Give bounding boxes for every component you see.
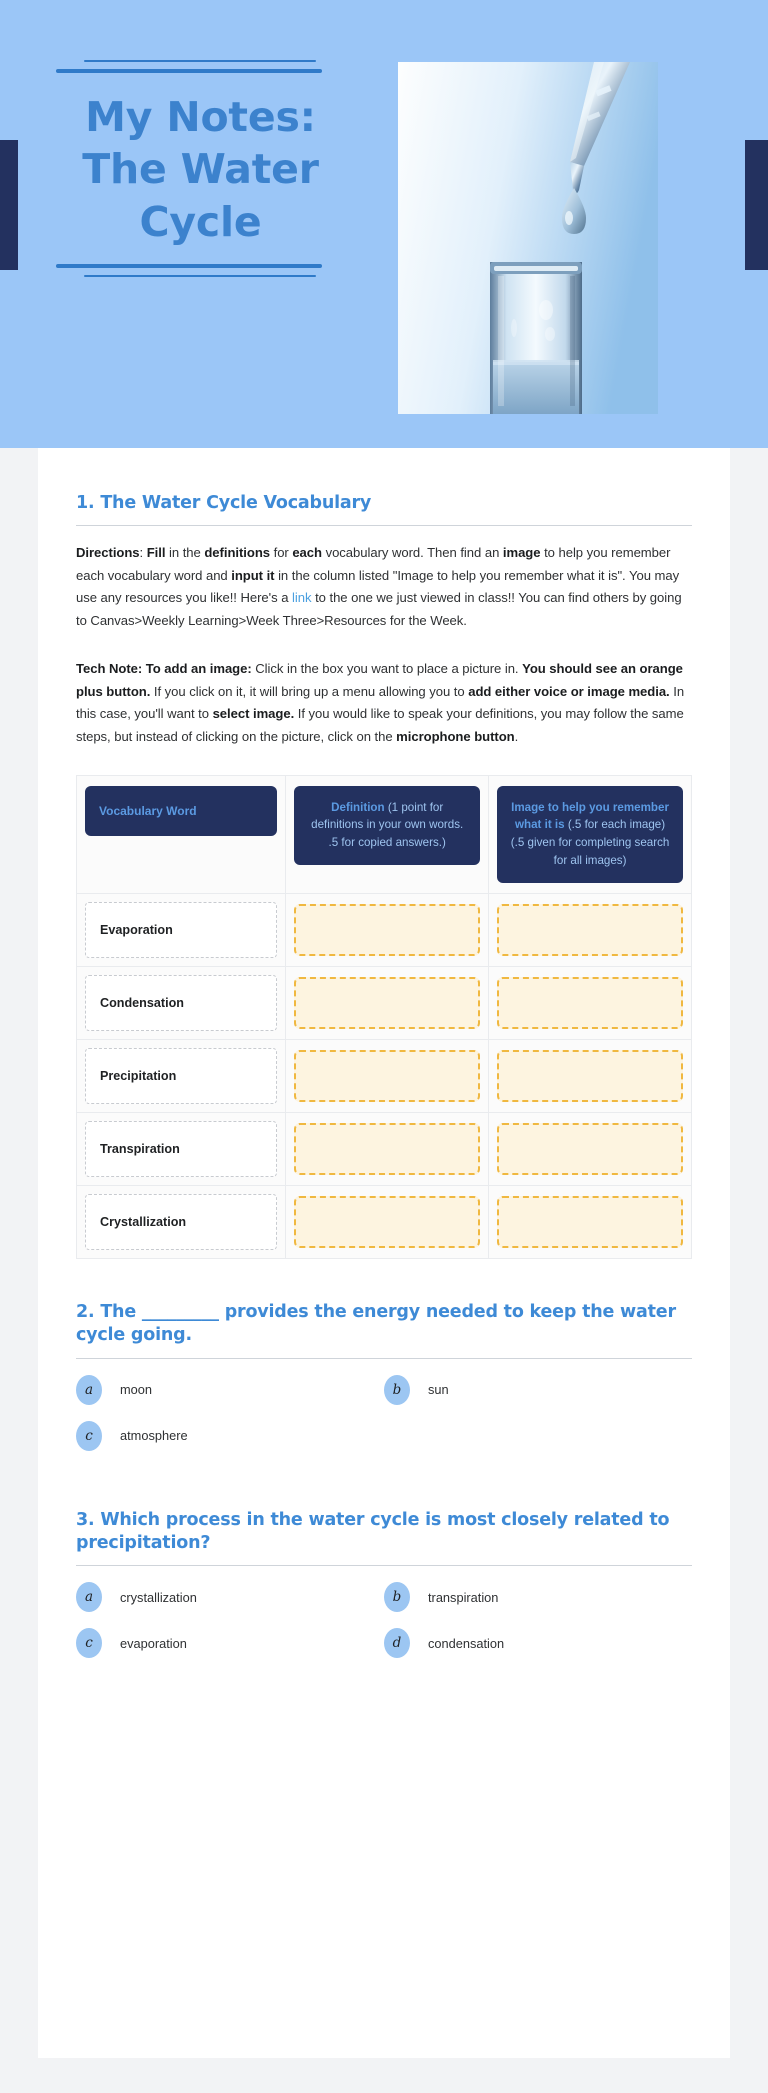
- table-row: [77, 967, 692, 1040]
- vocabulary-table-body: [77, 775, 692, 894]
- decorative-rule-thick-bottom: [56, 264, 322, 268]
- tech-note-paragraph: Tech Note: To add an image: Click in the box you want to place a picture in. You should see an orange plus button. If you click on it, it will bring up a menu allowing you to add either voice or image media. In this case, you'll want to select image. If you would like to speak your definitions, you may follow the same steps, but instead of clicking on the picture, click on the microphone button.: [76, 661, 685, 744]
- choice-label-a: crystallization: [120, 1589, 197, 1605]
- decorative-rule-thick-top: [56, 69, 322, 73]
- definition-answer-cell[interactable]: [286, 1113, 489, 1186]
- definition-input-box[interactable]: [294, 977, 480, 1029]
- table-header-cell-word: [77, 775, 286, 894]
- navy-accent-block-right: [745, 140, 768, 270]
- image-input-box[interactable]: [497, 904, 683, 956]
- image-answer-cell[interactable]: [489, 1113, 692, 1186]
- definition-input-box[interactable]: [294, 904, 480, 956]
- page-title-line-1: My Notes:: [85, 93, 316, 141]
- vocabulary-word-label: Precipitation: [85, 1048, 277, 1104]
- decorative-rule-thin-top: [84, 60, 316, 62]
- image-answer-cell[interactable]: [489, 1186, 692, 1259]
- inline-link[interactable]: link: [292, 590, 312, 606]
- paragraph-spacer: [76, 632, 692, 658]
- image-answer-cell[interactable]: [489, 967, 692, 1040]
- hero-image-water-drop: [398, 62, 658, 414]
- table-row: [77, 894, 692, 967]
- table-header-row: [77, 775, 692, 894]
- glass-shape: [490, 262, 582, 414]
- definition-input-box[interactable]: [294, 1196, 480, 1248]
- table-row: [77, 1186, 692, 1259]
- question2-heading: 2. The _________ provides the energy needed to keep the water cycle going.: [76, 1302, 676, 1346]
- image-answer-cell[interactable]: [489, 894, 692, 967]
- question2-choices: [76, 1375, 692, 1467]
- directions-paragraph: Directions: Fill in the definitions for each vocabulary word. Then find an image to help you remember each vocabulary word and input it in the column listed "Image to help you remember what it is". You may use any resources you like!! Here's a link to the one we just viewed in class!! You can find others by going to Canvas>Weekly Learning>Week Three>Resources for the Week.: [76, 545, 682, 628]
- title-zone: [28, 60, 373, 277]
- choice-option-c[interactable]: [76, 1421, 384, 1451]
- navy-accent-block-left: [0, 140, 18, 270]
- header-chip-image: Image to help you remember what it is (.5 for each image) (.5 given for completing search for all images): [497, 786, 683, 884]
- section-question-3: [76, 1509, 692, 1675]
- choice-option-b[interactable]: [384, 1375, 692, 1405]
- vocabulary-word-cell: [77, 1186, 286, 1259]
- header-chip-definition: Definition (1 point for definitions in your own words. .5 for copied answers.): [294, 786, 480, 866]
- vocabulary-word-label: Crystallization: [85, 1194, 277, 1250]
- vocabulary-word-cell: [77, 1040, 286, 1113]
- choice-bubble-d[interactable]: d: [384, 1628, 410, 1658]
- choice-option-a[interactable]: [76, 1582, 384, 1612]
- image-answer-cell[interactable]: [489, 1040, 692, 1113]
- section-vocabulary: [76, 492, 692, 1259]
- vocabulary-table: [76, 775, 692, 1260]
- page-title: [28, 91, 373, 248]
- choice-option-a[interactable]: [76, 1375, 384, 1405]
- title-rules-bottom: [28, 264, 373, 277]
- choice-label-d: condensation: [428, 1635, 505, 1651]
- question2-divider: [76, 1358, 692, 1359]
- vocabulary-word-cell: [77, 1113, 286, 1186]
- title-rules-top: [28, 60, 373, 73]
- choice-bubble-b[interactable]: b: [384, 1375, 410, 1405]
- table-header-cell-image: [489, 775, 692, 894]
- decorative-rule-thin-bottom: [84, 275, 316, 277]
- table-row: [77, 1040, 692, 1113]
- choice-bubble-a[interactable]: a: [76, 1375, 102, 1405]
- section1-divider: [76, 525, 692, 526]
- choice-bubble-a[interactable]: a: [76, 1582, 102, 1612]
- vocabulary-word-label: Evaporation: [85, 902, 277, 958]
- choice-option-d[interactable]: [384, 1628, 692, 1658]
- choice-bubble-c[interactable]: c: [76, 1421, 102, 1451]
- definition-answer-cell[interactable]: [286, 967, 489, 1040]
- choice-label-b: transpiration: [428, 1589, 499, 1605]
- choice-option-b[interactable]: [384, 1582, 692, 1612]
- choice-label-c: atmosphere: [120, 1428, 188, 1444]
- definition-input-box[interactable]: [294, 1050, 480, 1102]
- image-input-box[interactable]: [497, 977, 683, 1029]
- choice-bubble-c[interactable]: c: [76, 1628, 102, 1658]
- choice-bubble-b[interactable]: b: [384, 1582, 410, 1612]
- definition-answer-cell[interactable]: [286, 1040, 489, 1113]
- section1-heading: 1. The Water Cycle Vocabulary: [76, 493, 372, 513]
- table-row: [77, 1113, 692, 1186]
- definition-answer-cell[interactable]: [286, 894, 489, 967]
- header-chip-vocabulary-word: Vocabulary Word: [85, 786, 277, 837]
- question3-choices: [76, 1582, 692, 1674]
- question3-divider: [76, 1565, 692, 1566]
- image-input-box[interactable]: [497, 1123, 683, 1175]
- vocabulary-word-label: Transpiration: [85, 1121, 277, 1177]
- definition-input-box[interactable]: [294, 1123, 480, 1175]
- choice-label-c: evaporation: [120, 1635, 187, 1651]
- image-input-box[interactable]: [497, 1196, 683, 1248]
- table-header-cell-definition: [286, 775, 489, 894]
- page-title-line-3: Cycle: [139, 197, 262, 246]
- section-question-2: [76, 1301, 692, 1467]
- image-input-box[interactable]: [497, 1050, 683, 1102]
- worksheet-card: [38, 448, 730, 2058]
- choice-label-b: sun: [428, 1382, 449, 1398]
- vocabulary-rows: [77, 894, 692, 1259]
- question3-heading: 3. Which process in the water cycle is most closely related to precipitation?: [76, 1509, 670, 1553]
- vocabulary-word-cell: [77, 894, 286, 967]
- choice-option-c[interactable]: [76, 1628, 384, 1658]
- vocabulary-word-cell: [77, 967, 286, 1040]
- page-title-line-2: The Water: [82, 145, 319, 194]
- definition-answer-cell[interactable]: [286, 1186, 489, 1259]
- header-banner: [0, 0, 768, 448]
- choice-label-a: moon: [120, 1382, 153, 1398]
- vocabulary-word-label: Condensation: [85, 975, 277, 1031]
